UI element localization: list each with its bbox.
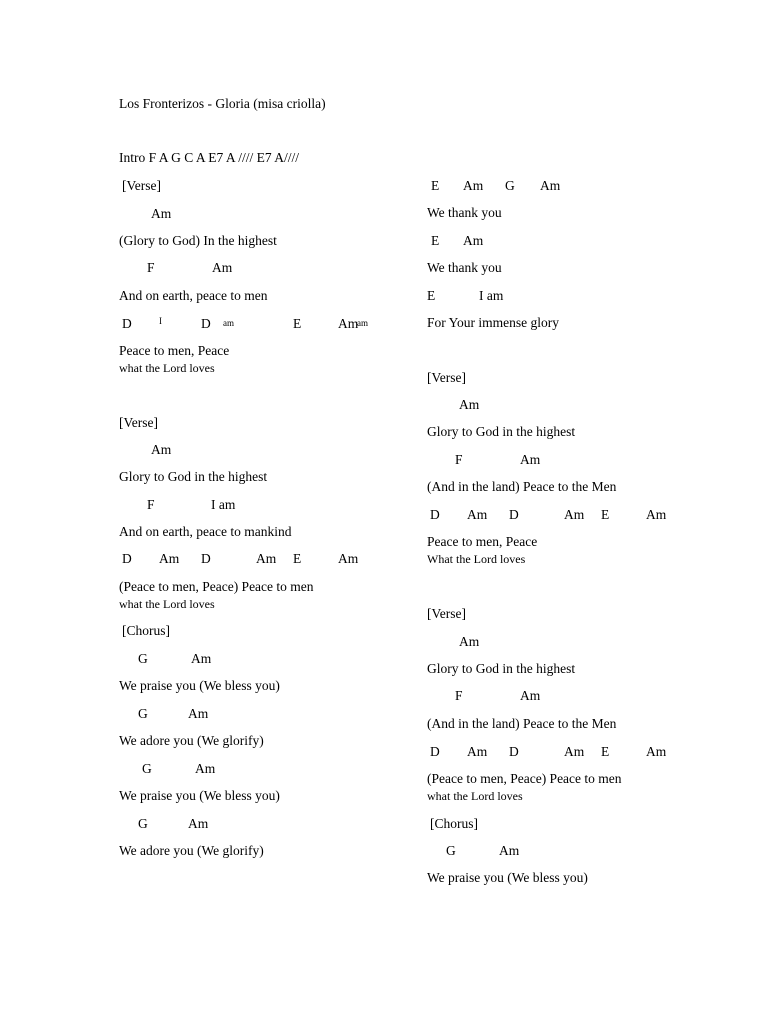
chord: I am [211, 497, 236, 512]
lyric-line: what the Lord loves [119, 597, 215, 611]
lyric-line: (Peace to men, Peace) Peace to men [119, 579, 314, 594]
chord: D [122, 316, 132, 331]
chord: I am [479, 288, 504, 303]
chord: Am [646, 507, 667, 522]
chord: D [509, 507, 519, 522]
chord: Am [151, 206, 172, 221]
section-label: [Verse] [119, 415, 158, 430]
chord: Am [188, 816, 209, 831]
chord: F [455, 688, 463, 703]
chord: G [138, 651, 148, 666]
chord: D [430, 507, 440, 522]
chord: Am [459, 634, 480, 649]
chord: Am [467, 744, 488, 759]
lyric-line: Glory to God in the highest [427, 661, 576, 676]
lyric-line: Peace to men, Peace [119, 343, 230, 358]
lyric-line: We praise you (We bless you) [119, 788, 280, 803]
lyric-line: Glory to God in the highest [119, 469, 268, 484]
song-title: Los Fronterizos - Gloria (misa criolla) [119, 96, 326, 111]
chord: D [430, 744, 440, 759]
chord: D [122, 551, 132, 566]
chord: Am [195, 761, 216, 776]
chord: Am [188, 706, 209, 721]
chord: Am [159, 551, 180, 566]
section-label: [Chorus] [430, 816, 478, 831]
chord: Am [520, 688, 541, 703]
lyric-line: We adore you (We glorify) [119, 733, 264, 748]
chord: Am [520, 452, 541, 467]
lyric-line: For Your immense glory [427, 315, 560, 330]
chord: G [505, 178, 515, 193]
chord: Am [256, 551, 277, 566]
chord: D [201, 551, 211, 566]
lyric-line: We thank you [427, 205, 502, 220]
lyric-line: We praise you (We bless you) [119, 678, 280, 693]
lyric-line: And on earth, peace to mankind [119, 524, 292, 539]
chord: Am [499, 843, 520, 858]
chord: Am [463, 233, 484, 248]
lyric-line: Glory to God in the highest [427, 424, 576, 439]
chord: F [147, 260, 155, 275]
lyric-line: what the Lord loves [427, 789, 523, 803]
lyric-line: We adore you (We glorify) [119, 843, 264, 858]
chord: F [455, 452, 463, 467]
chord-fragment: am [223, 318, 234, 328]
chord: E [431, 233, 440, 248]
chord: Am [564, 744, 585, 759]
chord: Am [467, 507, 488, 522]
chord: Am [463, 178, 484, 193]
chord: E [601, 744, 610, 759]
lyric-line: Peace to men, Peace [427, 534, 538, 549]
lyric-line: (Glory to God) In the highest [119, 233, 277, 248]
chord: Am [212, 260, 233, 275]
chord: G [138, 816, 148, 831]
chord: E [293, 316, 302, 331]
chord: Am [540, 178, 561, 193]
chord: Am [338, 551, 359, 566]
lyric-line: What the Lord loves [427, 552, 526, 566]
lyric-line: We praise you (We bless you) [427, 870, 588, 885]
lyric-line: (And in the land) Peace to the Men [427, 716, 617, 731]
intro-line: Intro F A G C A E7 A //// E7 A//// [119, 150, 300, 165]
section-label: [Verse] [427, 370, 466, 385]
chord: Am [151, 442, 172, 457]
chord: E [431, 178, 440, 193]
chord: D [509, 744, 519, 759]
chord-fragment: am [357, 318, 368, 328]
chord-fragment: I [159, 316, 162, 326]
chord: E [427, 288, 436, 303]
chord: Am [646, 744, 667, 759]
lyric-line: We thank you [427, 260, 502, 275]
lyric-line: And on earth, peace to men [119, 288, 268, 303]
chord: G [138, 706, 148, 721]
chord: Am [564, 507, 585, 522]
chord: E [601, 507, 610, 522]
lyric-line: what the Lord loves [119, 361, 215, 375]
chord: F [147, 497, 155, 512]
section-label: [Chorus] [122, 623, 170, 638]
lyric-line: (And in the land) Peace to the Men [427, 479, 617, 494]
chord: E [293, 551, 302, 566]
lyric-line: (Peace to men, Peace) Peace to men [427, 771, 622, 786]
section-label: [Verse] [122, 178, 161, 193]
chord: Am [191, 651, 212, 666]
chord: G [142, 761, 152, 776]
chord: D [201, 316, 211, 331]
chord: Am [338, 316, 359, 331]
section-label: [Verse] [427, 606, 466, 621]
chord: G [446, 843, 456, 858]
chord: Am [459, 397, 480, 412]
